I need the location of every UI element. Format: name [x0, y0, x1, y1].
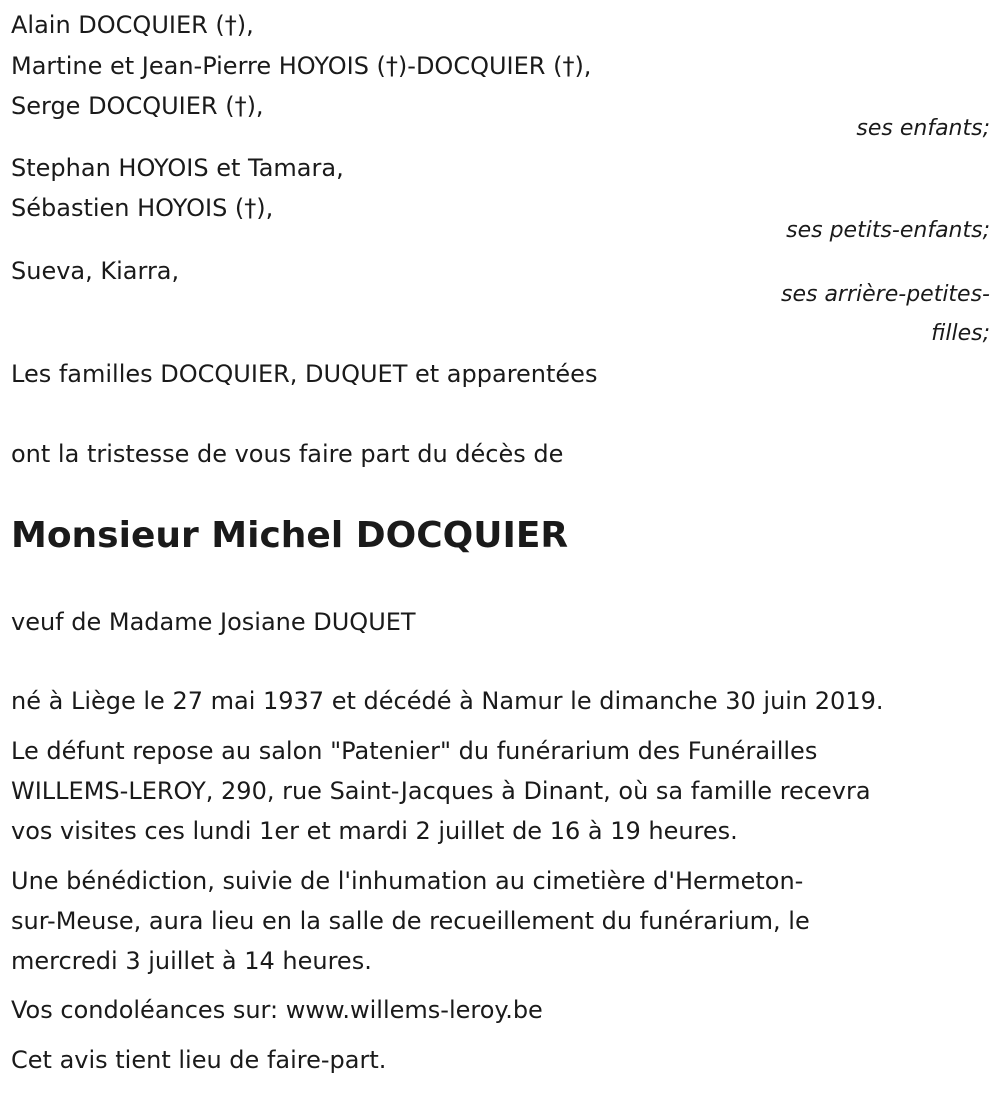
- closing-line: Cet avis tient lieu de faire-part.: [11, 1046, 387, 1074]
- child-line: Alain DOCQUIER (†),: [11, 11, 254, 39]
- repose-line: WILLEMS-LEROY, 290, rue Saint-Jacques à Dinant, où sa famille recevra: [11, 777, 871, 805]
- child-line: Serge DOCQUIER (†),: [11, 92, 264, 120]
- announcement-line: ont la tristesse de vous faire part du décès de: [11, 440, 564, 468]
- families-line: Les familles DOCQUIER, DUQUET et apparentées: [11, 360, 598, 388]
- grandchild-line: Stephan HOYOIS et Tamara,: [11, 154, 344, 182]
- children-label: ses enfants;: [856, 116, 990, 141]
- ceremony-line: Une bénédiction, suivie de l'inhumation au cimetière d'Hermeton-: [11, 867, 804, 895]
- child-line: Martine et Jean-Pierre HOYOIS (†)-DOCQUIER (†),: [11, 52, 592, 80]
- deceased-name: Monsieur Michel DOCQUIER: [11, 515, 569, 556]
- grandchild-line: Sébastien HOYOIS (†),: [11, 194, 274, 222]
- repose-line: vos visites ces lundi 1er et mardi 2 juillet de 16 à 19 heures.: [11, 817, 738, 845]
- birth-death-line: né à Liège le 27 mai 1937 et décédé à Namur le dimanche 30 juin 2019.: [11, 687, 884, 715]
- great-grandchild-line: Sueva, Kiarra,: [11, 257, 180, 285]
- great-grandchildren-label-cont: filles;: [931, 321, 990, 346]
- ceremony-line: sur-Meuse, aura lieu en la salle de recueillement du funérarium, le: [11, 907, 810, 935]
- widow-line: veuf de Madame Josiane DUQUET: [11, 608, 416, 636]
- condolences-line: Vos condoléances sur: www.willems-leroy.be: [11, 996, 543, 1024]
- grandchildren-label: ses petits-enfants;: [786, 218, 990, 243]
- repose-line: Le défunt repose au salon "Patenier" du funérarium des Funérailles: [11, 737, 818, 765]
- ceremony-line: mercredi 3 juillet à 14 heures.: [11, 947, 372, 975]
- great-grandchildren-label: ses arrière-petites-: [781, 282, 990, 307]
